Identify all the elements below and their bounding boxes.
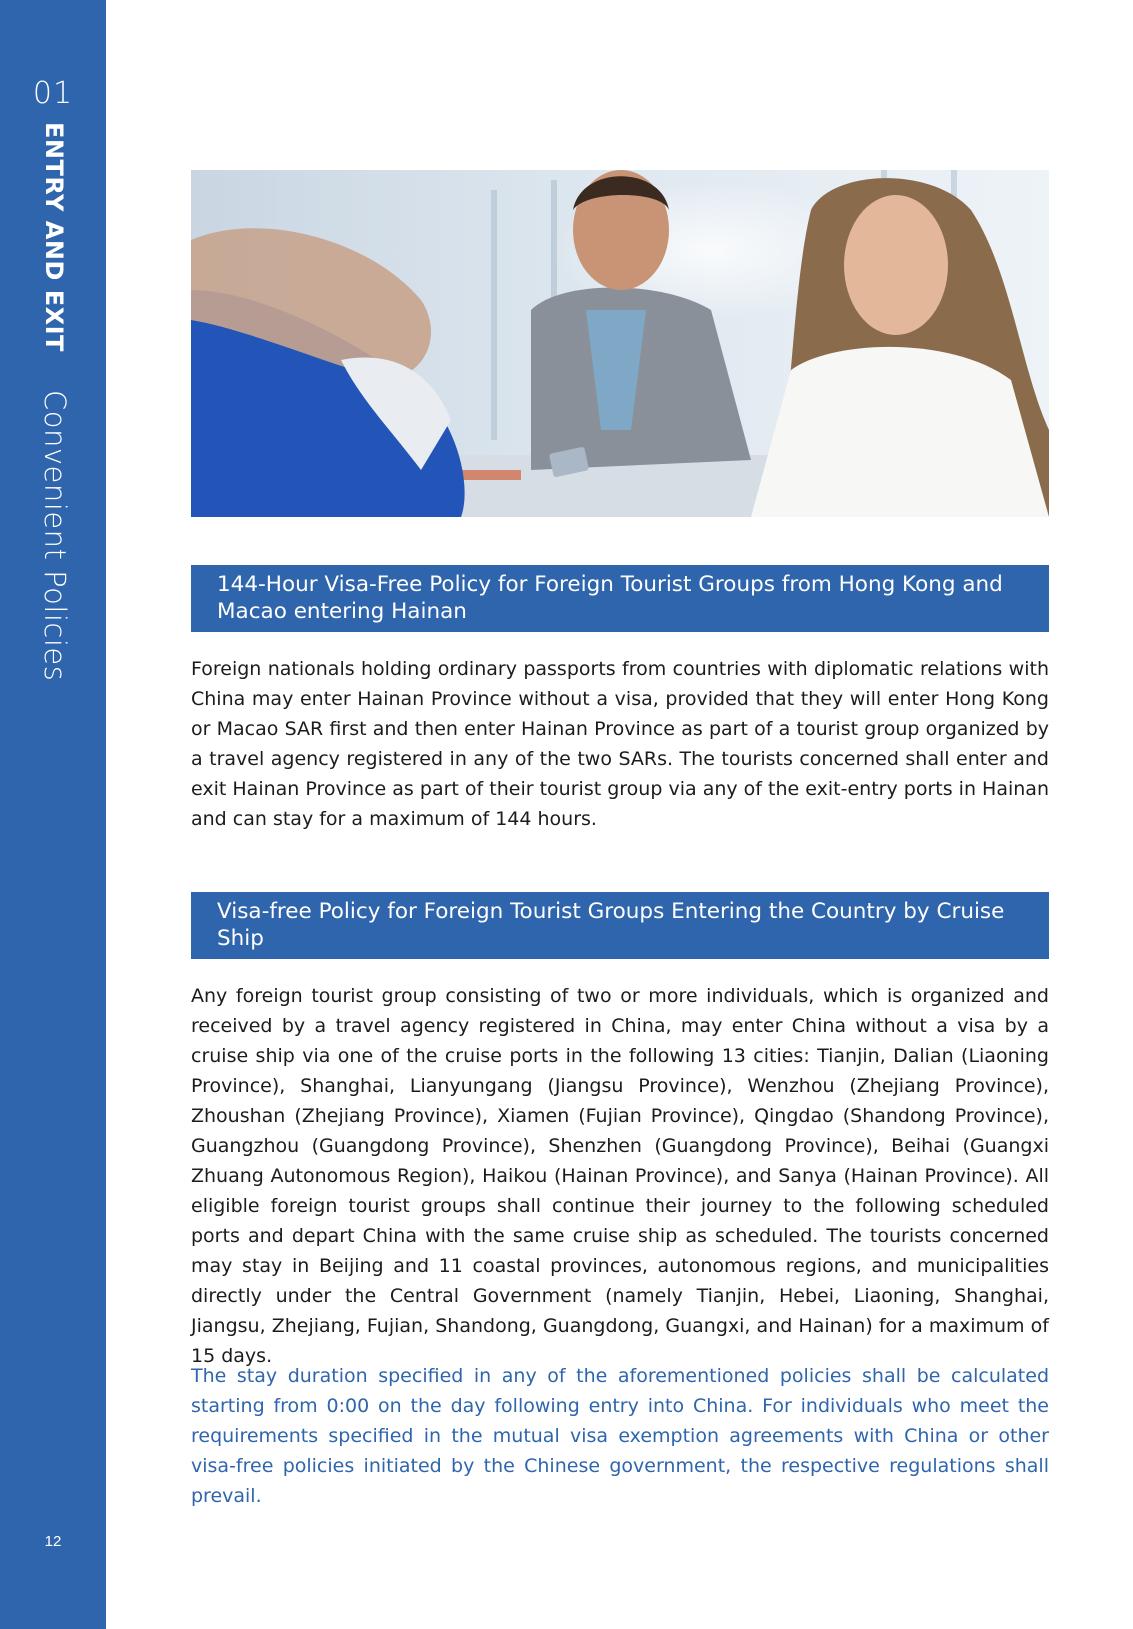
page-number: 12 xyxy=(44,1533,62,1550)
chapter-title: ENTRY AND EXIT xyxy=(40,122,68,352)
policy-note: The stay duration specified in any of the aforementioned policies shall be calculated starting from 0:00 on the day following entry into China. For individuals who meet the requirements specified in the mutual visa exemption agreements with China or other visa-free policies initiated by the Chinese government, the respective regulations shall prevail. xyxy=(191,1365,1049,1507)
section-body: Foreign nationals holding ordinary passports from countries with diplomatic relations with China may enter Hainan Province without a visa, provided that they will enter Hong Kong or Macao SAR first and then enter Hainan Province as part of a tourist group organized by a travel agency registered in any of the two SARs. The tourists concerned shall enter and exit Hainan Province as part of their tourist group via any of the exit-entry ports in Hainan and can stay for a maximum of 144 hours. xyxy=(191,658,1049,830)
airport-checkin-photo xyxy=(191,170,1049,517)
section-heading: Visa-free Policy for Foreign Tourist Groups Entering the Country by Cruise Ship xyxy=(191,892,1049,959)
chapter-number: 01 xyxy=(32,76,74,111)
section-title: Convenient Policies xyxy=(38,390,72,682)
section-heading: 144-Hour Visa-Free Policy for Foreign Tourist Groups from Hong Kong and Macao entering Hainan xyxy=(191,565,1049,632)
section-body: Any foreign tourist group consisting of two or more individuals, which is organized and received by a travel agency registered in China, may enter China without a visa by a cruise ship via one of the cruise ports in the following 13 cities: Tianjin, Dalian (Liaoning Province), Shanghai, Lianyungang (Jiangsu Province), Wenzhou (Zhejiang Province), Zhoushan (Zhejiang Province), Xiamen (Fujian Province), Qingdao (Shandong Province), Guangzhou (Guangdong Province), Shenzhen (Guangdong Province), Beihai (Guangxi Zhuang Autonomous Region), Haikou (Hainan Province), and Sanya (Hainan Province). All eligible foreign tourist groups shall continue their journey to the following scheduled ports and depart China with the same cruise ship as scheduled. The tourists concerned may stay in Beijing and 11 coastal provinces, autonomous regions, and municipalities directly under the Central Government (namely Tianjin, Hebei, Liaoning, Shanghai, Jiangsu, Zhejiang, Fujian, Shandong, Guangdong, Guangxi, and Hainan) for a maximum of 15 days. xyxy=(191,985,1049,1367)
sidebar xyxy=(0,0,106,1629)
